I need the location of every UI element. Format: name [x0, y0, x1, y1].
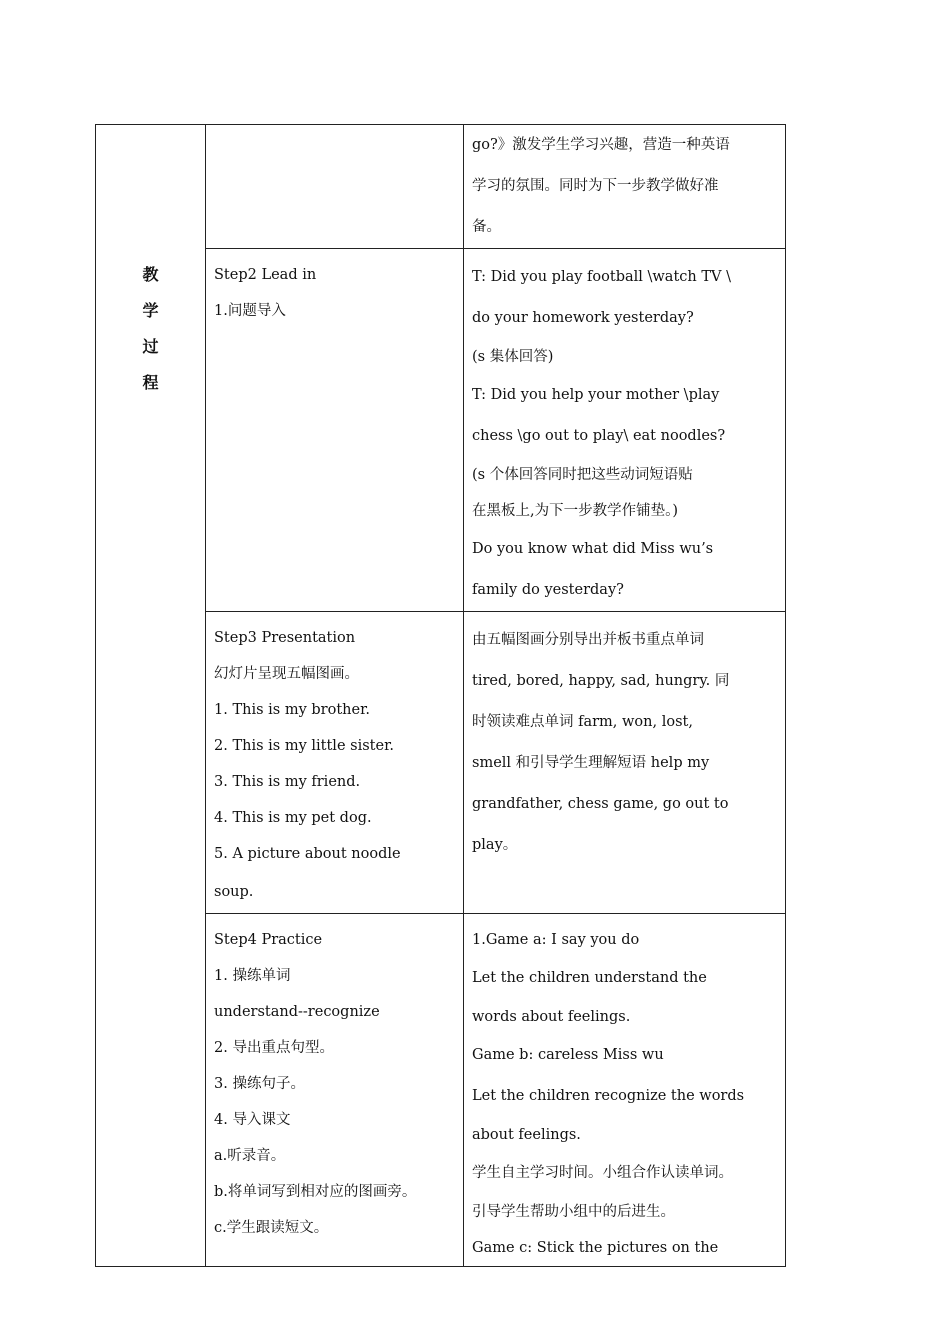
- text-line: (s 集体回答): [472, 349, 554, 365]
- text-line: 2. 导出重点句型。: [214, 1040, 334, 1056]
- row3-right-text: [464, 612, 785, 866]
- text-line: 3. 操练句子。: [214, 1076, 305, 1092]
- side-label-char: 程: [142, 373, 159, 392]
- text-line: 5. A picture about noodle: [214, 846, 401, 862]
- row2-right-text: [464, 249, 785, 611]
- row4-left-text: [206, 914, 463, 1246]
- text-line: a.听录音。: [214, 1148, 286, 1164]
- text-line: c.学生跟读短文。: [214, 1220, 329, 1236]
- side-label-char: 过: [142, 337, 159, 356]
- text-line: Let the children understand the: [472, 970, 707, 986]
- row4-right-cell: [464, 914, 786, 1267]
- step-title: Step2 Lead in: [214, 267, 317, 283]
- text-line: 4. 导入课文: [214, 1112, 291, 1128]
- row1-right-text: [464, 125, 785, 248]
- text-line: 幻灯片呈现五幅图画。: [214, 666, 359, 682]
- text-line: T: Did you play football \watch TV \: [472, 269, 731, 285]
- text-line: Let the children recognize the words: [472, 1088, 745, 1104]
- text-line: 1.Game a: I say you do: [472, 932, 640, 948]
- text-line: 引导学生帮助小组中的后进生。: [472, 1204, 675, 1220]
- step-title: Step3 Presentation: [214, 630, 356, 646]
- text-line: 4. This is my pet dog.: [214, 810, 372, 826]
- step-title: Step4 Practice: [214, 932, 323, 948]
- side-label-char: 教: [142, 265, 159, 284]
- row1-right-cell: [464, 125, 786, 249]
- text-line: 学习的氛围。同时为下一步教学做好准: [472, 178, 719, 194]
- text-line: (s 个体回答同时把这些动词短语贴: [472, 467, 693, 483]
- text-line: 在黑板上,为下一步教学作铺垫。): [472, 503, 679, 519]
- row3-right-cell: [464, 612, 786, 914]
- row3-left-cell: [206, 612, 464, 914]
- row2-left-cell: [206, 249, 464, 612]
- row2-left-text: [206, 249, 463, 329]
- text-line: Game c: Stick the pictures on the: [472, 1240, 719, 1256]
- row2-right-cell: [464, 249, 786, 612]
- side-label: [96, 257, 205, 401]
- text-line: 1. This is my brother.: [214, 702, 371, 718]
- row4-left-cell: [206, 914, 464, 1267]
- text-line: 备。: [472, 219, 501, 235]
- text-line: tired, bored, happy, sad, hungry. 同: [472, 673, 730, 689]
- text-line: family do yesterday?: [472, 582, 624, 598]
- text-line: do your homework yesterday?: [472, 310, 694, 326]
- text-line: play。: [472, 837, 518, 853]
- side-label-char: 学: [142, 301, 159, 320]
- text-line: b.将单词写到相对应的图画旁。: [214, 1184, 417, 1200]
- lesson-plan-table: [95, 124, 786, 1267]
- text-line: 时领读难点单词 farm, won, lost,: [472, 714, 693, 730]
- text-line: Do you know what did Miss wu’s: [472, 541, 714, 557]
- text-line: 3. This is my friend.: [214, 774, 361, 790]
- text-line: 1.问题导入: [214, 303, 286, 319]
- text-line: soup.: [214, 884, 254, 900]
- text-line: 由五幅图画分别导出并板书重点单词: [472, 632, 704, 648]
- text-line: words about feelings.: [472, 1009, 631, 1025]
- text-line: 2. This is my little sister.: [214, 738, 395, 754]
- text-line: T: Did you help your mother \play: [472, 387, 720, 403]
- text-line: 1. 操练单词: [214, 968, 291, 984]
- text-line: chess \go out to play\ eat noodles?: [472, 428, 726, 444]
- text-line: go?》激发学生学习兴趣，营造一种英语: [472, 137, 730, 153]
- text-line: smell 和引导学生理解短语 help my: [472, 755, 710, 771]
- side-label-cell: [96, 125, 206, 1267]
- text-line: about feelings.: [472, 1127, 581, 1143]
- text-line: grandfather, chess game, go out to: [472, 796, 729, 812]
- text-line: Game b: careless Miss wu: [472, 1047, 664, 1063]
- row1-left-cell: [206, 125, 464, 249]
- row3-left-text: [206, 612, 463, 913]
- text-line: 学生自主学习时间。小组合作认读单词。: [472, 1165, 733, 1181]
- row4-right-text: [464, 914, 785, 1266]
- text-line: understand--recognize: [214, 1004, 380, 1020]
